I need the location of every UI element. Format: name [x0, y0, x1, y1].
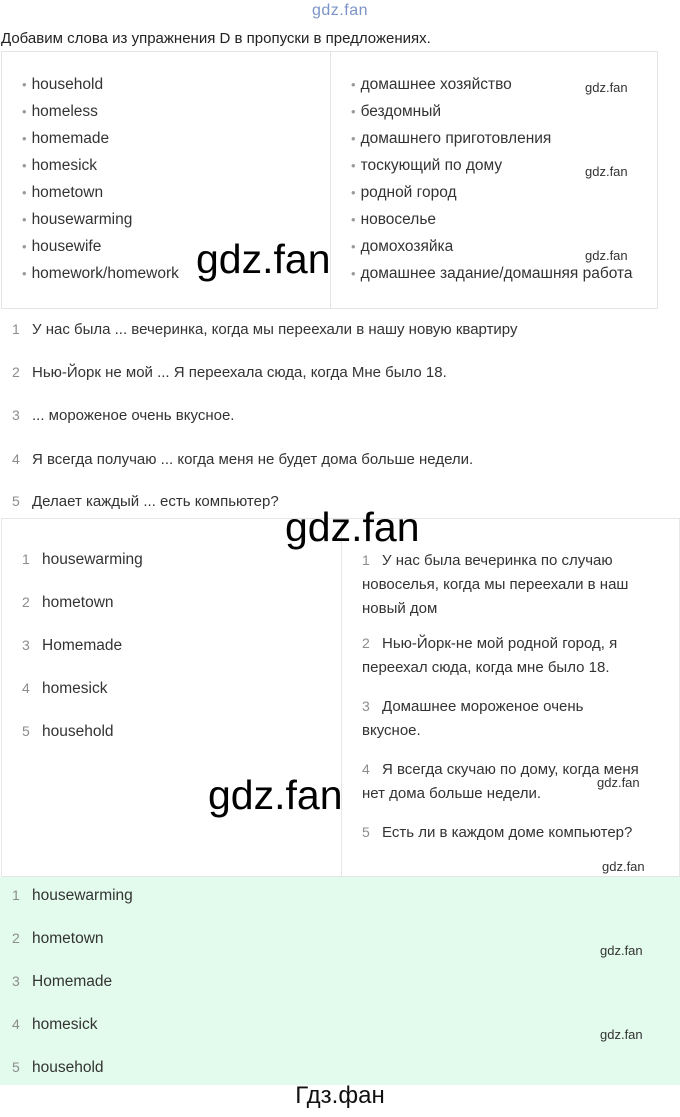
watermark-small: gdz.fan: [597, 775, 640, 790]
translation-number: 3: [362, 698, 370, 714]
sentence-item: [12, 407, 234, 424]
bullet-icon: •: [351, 185, 356, 200]
vocab-ru-item: [351, 211, 436, 229]
summary-text: hometown: [32, 930, 104, 947]
vocab-en-item: [22, 76, 103, 94]
translation-item: [362, 631, 672, 680]
answers-table: [1, 518, 680, 877]
vocab-ru-label: домашнее хозяйство: [360, 76, 512, 93]
translation-line: нет дома больше недели.: [362, 785, 541, 802]
watermark-small: gdz.fan: [585, 248, 628, 263]
sentence-item: [12, 451, 473, 468]
answer-text: hometown: [42, 594, 114, 611]
vocab-ru-item: [351, 157, 502, 175]
summary-number: 2: [12, 930, 20, 946]
bullet-icon: •: [351, 158, 356, 173]
translation-line: Домашнее мороженое очень: [382, 698, 584, 715]
translation-line: У нас была вечеринка по случаю: [382, 552, 613, 569]
answer-number: 2: [22, 594, 30, 610]
translation-number: 2: [362, 635, 370, 651]
bullet-icon: •: [22, 266, 27, 281]
vocab-ru-item: [351, 184, 457, 202]
summary-item: [12, 1016, 97, 1034]
vocab-en-item: [22, 157, 97, 175]
vocab-en-label: homework/homework: [31, 265, 179, 282]
bullet-icon: •: [22, 131, 27, 146]
vocab-en-item: [22, 103, 98, 121]
sentence-number: 5: [12, 493, 20, 509]
bullet-icon: •: [351, 131, 356, 146]
translation-line: вкусное.: [362, 722, 421, 739]
translation-line: переехал сюда, когда мне было 18.: [362, 659, 610, 676]
watermark-small: gdz.fan: [600, 943, 643, 958]
summary-number: 1: [12, 887, 20, 903]
answer-item: [22, 594, 114, 612]
watermark-big: gdz.fan: [208, 772, 343, 818]
summary-number: 5: [12, 1059, 20, 1075]
watermark-small: gdz.fan: [585, 80, 628, 95]
answer-text: housewarming: [42, 551, 143, 568]
translation-item: [362, 694, 672, 743]
answer-item: [22, 723, 114, 741]
bullet-icon: •: [351, 212, 356, 227]
translation-line: новый дом: [362, 600, 438, 617]
translation-item: [362, 548, 672, 621]
sentence-number: 1: [12, 321, 20, 337]
watermark-big: gdz.fan: [196, 236, 331, 282]
sentence-text: ... мороженое очень вкусное.: [32, 407, 235, 424]
vocab-ru-item: [351, 265, 633, 283]
answer-item: [22, 551, 143, 569]
summary-item: [12, 887, 133, 905]
sentence-number: 3: [12, 407, 20, 423]
vocab-ru-label: бездомный: [360, 103, 441, 120]
vocab-ru-item: [351, 130, 551, 148]
sentence-text: Делает каждый ... есть компьютер?: [32, 493, 279, 510]
watermark-small: gdz.fan: [585, 164, 628, 179]
vocab-ru-label: родной город: [360, 184, 457, 201]
translation-line: Нью-Йорк-не мой родной город, я: [382, 635, 618, 652]
vocab-en-item: [22, 265, 179, 283]
translation-number: 1: [362, 552, 370, 568]
sentence-number: 4: [12, 451, 20, 467]
bullet-icon: •: [351, 104, 356, 119]
vocab-en-label: homesick: [31, 157, 98, 174]
translation-line: Я всегда скучаю по дому, когда меня: [382, 761, 639, 778]
vocab-en-label: homemade: [31, 130, 110, 147]
vocab-en-label: housewife: [31, 238, 102, 255]
bullet-icon: •: [22, 212, 27, 227]
sentence-number: 2: [12, 364, 20, 380]
vocab-en-item: [22, 130, 109, 148]
answer-number: 1: [22, 551, 30, 567]
vocab-ru-item: [351, 76, 512, 94]
vocab-en-label: household: [31, 76, 104, 93]
sentence-item: [12, 321, 518, 338]
translation-number: 4: [362, 761, 370, 777]
sentence-text: Нью-Йорк не мой ... Я переехала сюда, когда Мне было 18.: [32, 364, 447, 381]
summary-text: housewarming: [32, 887, 133, 904]
summary-item: [12, 930, 104, 948]
answer-text: homesick: [42, 680, 108, 697]
bullet-icon: •: [22, 185, 27, 200]
vocab-ru-label: новоселье: [360, 211, 437, 228]
vocab-ru-label: домохозяйка: [360, 238, 454, 255]
vocab-en-label: housewarming: [31, 211, 133, 228]
vocab-en-item: [22, 238, 101, 256]
vocab-ru-item: [351, 238, 453, 256]
answer-item: [22, 680, 107, 698]
bullet-icon: •: [22, 158, 27, 173]
bullet-icon: •: [22, 239, 27, 254]
vocab-ru-label: тоскующий по дому: [360, 157, 503, 174]
vocab-en-label: hometown: [31, 184, 104, 201]
vocab-ru-label: домашнее задание/домашняя работа: [360, 265, 633, 282]
answer-text: household: [42, 723, 114, 740]
answers-summary: [0, 877, 680, 1085]
answer-item: [22, 637, 122, 655]
vocab-ru-item: [351, 103, 441, 121]
vocab-en-label: homeless: [31, 103, 98, 120]
bullet-icon: •: [351, 239, 356, 254]
sentence-item: [12, 493, 279, 510]
vocab-en-item: [22, 211, 132, 229]
translation-item: [362, 820, 672, 845]
sentence-item: [12, 364, 447, 381]
summary-item: [12, 1059, 104, 1077]
bullet-icon: •: [351, 266, 356, 281]
summary-text: homesick: [32, 1016, 98, 1033]
watermark-big: gdz.fan: [285, 504, 420, 550]
vocab-ru-label: домашнего приготовления: [360, 130, 552, 147]
footer-title: Гдз.фан: [295, 1082, 385, 1109]
answer-number: 3: [22, 637, 30, 653]
sentence-text: У нас была ... вечеринка, когда мы переехали в нашу новую квартиру: [32, 321, 518, 338]
translation-number: 5: [362, 824, 370, 840]
summary-number: 3: [12, 973, 20, 989]
summary-text: household: [32, 1059, 104, 1076]
answer-text: Homemade: [42, 637, 123, 654]
translation-line: новоселья, когда мы переехали в наш: [362, 576, 629, 593]
watermark-top: gdz.fan: [312, 2, 368, 19]
intro-text: Добавим слова из упражнения D в пропуски в предложениях.: [1, 30, 431, 47]
bullet-icon: •: [22, 104, 27, 119]
answer-number: 4: [22, 680, 30, 696]
bullet-icon: •: [22, 77, 27, 92]
translation-line: Есть ли в каждом доме компьютер?: [382, 824, 633, 841]
vocab-en-item: [22, 184, 103, 202]
summary-text: Homemade: [32, 973, 113, 990]
watermark-small: gdz.fan: [602, 859, 645, 874]
watermark-small: gdz.fan: [600, 1027, 643, 1042]
summary-item: [12, 973, 112, 991]
answer-number: 5: [22, 723, 30, 739]
table-divider: [341, 519, 342, 876]
sentence-text: Я всегда получаю ... когда меня не будет дома больше недели.: [32, 451, 474, 468]
summary-number: 4: [12, 1016, 20, 1032]
bullet-icon: •: [351, 77, 356, 92]
